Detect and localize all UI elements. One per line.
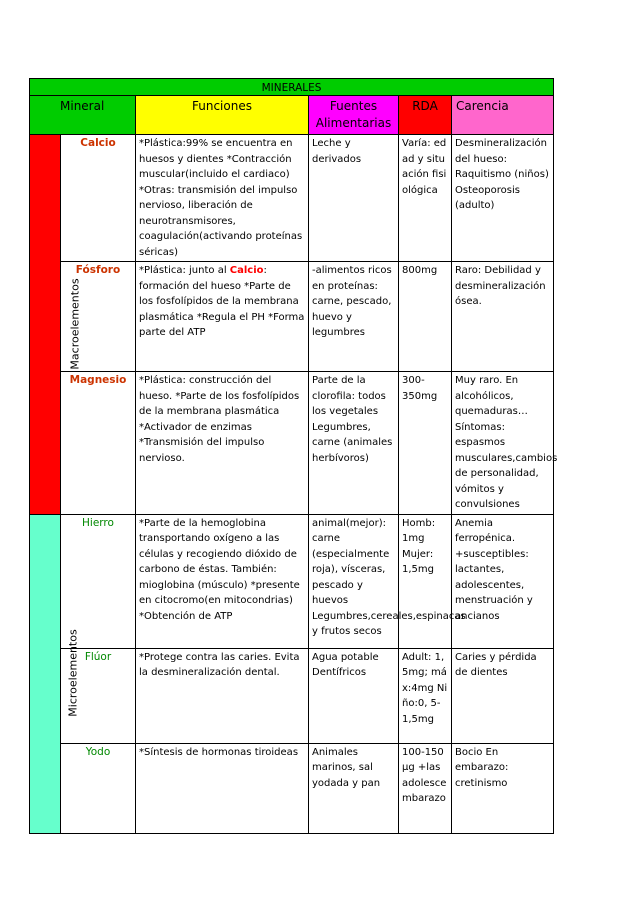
mineral-name: Flúor <box>61 648 136 743</box>
rda-cell: 800mg <box>399 262 452 372</box>
fuentes-cell: Agua potable Dentífricos <box>309 648 399 743</box>
funciones-text: : formación del hueso *Parte de los fosfolípidos de la membrana plasmática *Regula el PH *Forma parte del ATP <box>139 265 305 338</box>
table-row <box>30 135 554 262</box>
macro-group-cell <box>30 135 82 515</box>
rda-cell: Homb: 1mg Mujer: 1,5mg <box>399 514 452 648</box>
funciones-cell: *Plástica: construcción del hueso. *Parte de los fosfolípidos de la membrana plasmática *Activador de enzimas *Transmisión del impulso nervioso. <box>136 372 309 515</box>
fuentes-cell: -alimentos ricos en proteínas: carne, pescado, huevo y legumbres <box>309 262 399 372</box>
rda-cell: Varía: edad y situación fisiológica <box>399 135 452 262</box>
funciones-cell: *Síntesis de hormonas tiroideas <box>136 743 309 833</box>
table-row <box>30 743 554 833</box>
carencia-cell: Caries y pérdida de dientes <box>452 648 554 743</box>
funciones-cell: *Parte de la hemoglobina transportando oxígeno a las células y recogiendo dióxido de carbono de éstas. También: mioglobina (músculo) *presente en citocromo(en mitocondrias) *Obtención de ATP <box>136 514 309 648</box>
calcio-highlight: Calcio <box>229 265 264 276</box>
title-row <box>30 79 554 96</box>
header-fuentes: Fuentes Alimentarias <box>309 96 399 135</box>
header-row <box>30 96 554 135</box>
table-title: MINERALES <box>30 79 554 96</box>
rda-cell: 100-150 µg +las adolescembarazo <box>399 743 452 833</box>
mineral-name: Hierro <box>61 514 136 648</box>
mineral-name: Magnesio <box>61 372 136 515</box>
mineral-name: Yodo <box>61 743 136 833</box>
fuentes-cell: Parte de la clorofila: todos los vegetales Legumbres, carne (animales herbívoros) <box>309 372 399 515</box>
minerals-table-container <box>29 78 558 834</box>
fuentes-cell: Leche y derivados <box>309 135 399 262</box>
carencia-cell: Desmineralización del hueso: Raquitismo (niños) Osteoporosis (adulto) <box>452 135 554 262</box>
funciones-cell: *Plástica:99% se encuentra en huesos y dientes *Contracción muscular(incluido el cardiaco) *Otras: transmisión del impulso nervioso, liberación de neurotransmisores, coagulación(activando proteínas séricas) <box>136 135 309 262</box>
header-funciones: Funciones <box>136 96 309 135</box>
mineral-name: Fósforo <box>61 262 136 372</box>
carencia-cell: Bocio En embarazo: cretinismo <box>452 743 554 833</box>
fuentes-cell: Animales marinos, sal yodada y pan <box>309 743 399 833</box>
carencia-cell: Raro: Debilidad y desmineralización ósea. <box>452 262 554 372</box>
table-row <box>30 514 554 648</box>
funciones-cell <box>136 262 309 372</box>
table-row <box>30 372 554 515</box>
rda-cell: Adult: 1,5mg; máx:4mg Niño:0, 5-1,5mg <box>399 648 452 743</box>
fuentes-cell: animal(mejor): carne (especialmente roja), vísceras, pescado y huevos Legumbres,cereales,espinacas y frutos secos <box>309 514 399 648</box>
micro-group-cell <box>30 514 80 833</box>
funciones-cell: *Protege contra las caries. Evita la desmineralización dental. <box>136 648 309 743</box>
header-mineral: Mineral <box>30 96 136 135</box>
carencia-cell: Anemia ferropénica. +susceptibles: lactantes, adolescentes, menstruación y ancianos <box>452 514 554 648</box>
table-row <box>30 262 554 372</box>
micro-group-label: Microelementos <box>66 629 80 717</box>
minerals-table <box>29 78 558 834</box>
rda-cell: 300-350mg <box>399 372 452 515</box>
carencia-cell: Muy raro. En alcohólicos, quemaduras… Síntomas: espasmos musculares,cambios de personalidad, vómitos y convulsiones <box>452 372 554 515</box>
macro-group-label: Macroelementos <box>68 277 82 370</box>
table-row <box>30 648 554 743</box>
header-carencia: Carencia <box>452 96 554 135</box>
mineral-name: Calcio <box>61 135 136 262</box>
funciones-text: *Plástica: junto al <box>139 265 230 276</box>
header-rda: RDA <box>399 96 452 135</box>
